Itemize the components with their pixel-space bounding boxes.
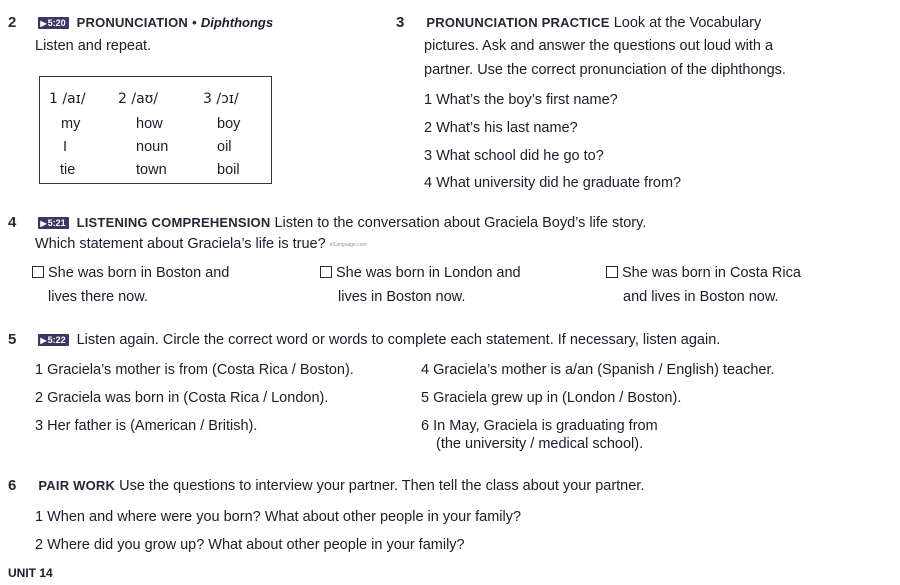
answer-option[interactable] [32, 265, 229, 281]
exercise-2-instruction: Listen and repeat. [35, 38, 152, 54]
question: 3 What school did he go to? [424, 148, 604, 164]
exercise-5-heading [8, 331, 720, 348]
statement: 4 Graciela’s mother is a/an (Spanish / English) teacher. [421, 362, 775, 378]
statement-continued: (the university / medical school). [436, 436, 644, 452]
exercise-6-heading [8, 477, 644, 494]
question: 4 What university did he graduate from? [424, 175, 682, 191]
exercise-number: 6 [8, 477, 17, 494]
play-icon[interactable]: ▶ [40, 219, 47, 228]
column-header: 2 /aʊ/ [118, 91, 159, 107]
watermark: elLanguage.com [329, 242, 367, 248]
play-icon[interactable]: ▶ [40, 19, 47, 28]
audio-track-number: 5:22 [47, 335, 66, 345]
option-text: lives in Boston now. [338, 289, 466, 305]
exercise-number: 2 [8, 14, 17, 31]
question: 1 What’s the boy’s first name? [424, 92, 618, 108]
exercise-4-heading [8, 214, 646, 231]
word: oil [217, 139, 232, 155]
answer-option[interactable] [320, 265, 521, 281]
exercise-title: LISTENING COMPREHENSION [76, 215, 271, 230]
exercise-4-question [35, 236, 367, 252]
word: boil [217, 162, 240, 178]
option-text: and lives in Boston now. [623, 289, 779, 305]
statement: 3 Her father is (American / British). [35, 418, 258, 434]
word: tie [60, 162, 76, 178]
bullet: • [192, 15, 197, 30]
exercise-number: 3 [396, 14, 405, 31]
option-text: She was born in London and [336, 265, 521, 281]
word: how [136, 116, 163, 132]
discussion-question: 2 Where did you grow up? What about other people in your family? [35, 537, 465, 553]
statement: 1 Graciela’s mother is from (Costa Rica / Boston). [35, 362, 354, 378]
audio-track-number: 5:20 [47, 18, 66, 28]
exercise-instruction-line: partner. Use the correct pronunciation of the diphthongs. [424, 62, 786, 78]
word: I [63, 139, 68, 155]
exercise-instruction: Use the questions to interview your partner. Then tell the class about your partner. [119, 478, 645, 494]
exercise-instruction-line: Look at the Vocabulary [613, 15, 762, 31]
statement: 2 Graciela was born in (Costa Rica / London). [35, 390, 329, 406]
question: 2 What’s his last name? [424, 120, 578, 136]
word: noun [136, 139, 169, 155]
audio-track-badge[interactable] [38, 217, 68, 229]
exercise-title: PAIR WORK [38, 478, 116, 493]
exercise-instruction-line: Listen to the conversation about Graciela Boyd’s life story. [274, 215, 647, 231]
exercise-number: 4 [8, 214, 17, 231]
exercise-title: PRONUNCIATION [76, 15, 189, 30]
exercise-subtitle: Diphthongs [200, 15, 274, 30]
checkbox[interactable] [32, 266, 44, 278]
exercise-3-heading [396, 14, 761, 31]
audio-track-number: 5:21 [47, 218, 66, 228]
exercise-2-heading [8, 14, 273, 31]
checkbox[interactable] [320, 266, 332, 278]
option-text: lives there now. [48, 289, 148, 305]
statement: 5 Graciela grew up in (London / Boston). [421, 390, 682, 406]
statement: 6 In May, Graciela is graduating from [421, 418, 658, 434]
unit-label: UNIT 14 [8, 566, 53, 580]
exercise-number: 5 [8, 331, 17, 348]
column-header: 1 /aɪ/ [49, 91, 86, 107]
option-text: She was born in Boston and [48, 265, 230, 281]
exercise-instruction: Listen again. Circle the correct word or words to complete each statement. If necessary, listen again. [76, 332, 721, 348]
exercise-instruction-line: Which statement about Graciela’s life is true? [35, 236, 326, 252]
word: town [136, 162, 167, 178]
play-icon[interactable]: ▶ [40, 336, 47, 345]
option-text: She was born in Costa Rica [622, 265, 801, 281]
column-header: 3 /ɔɪ/ [203, 91, 239, 107]
exercise-title: PRONUNCIATION PRACTICE [426, 15, 610, 30]
answer-option[interactable] [606, 265, 801, 281]
discussion-question: 1 When and where were you born? What about other people in your family? [35, 509, 522, 525]
audio-track-badge[interactable] [38, 17, 68, 29]
word: boy [217, 116, 241, 132]
checkbox[interactable] [606, 266, 618, 278]
word: my [61, 116, 81, 132]
exercise-instruction-line: pictures. Ask and answer the questions out loud with a [424, 38, 774, 54]
audio-track-badge[interactable] [38, 334, 68, 346]
